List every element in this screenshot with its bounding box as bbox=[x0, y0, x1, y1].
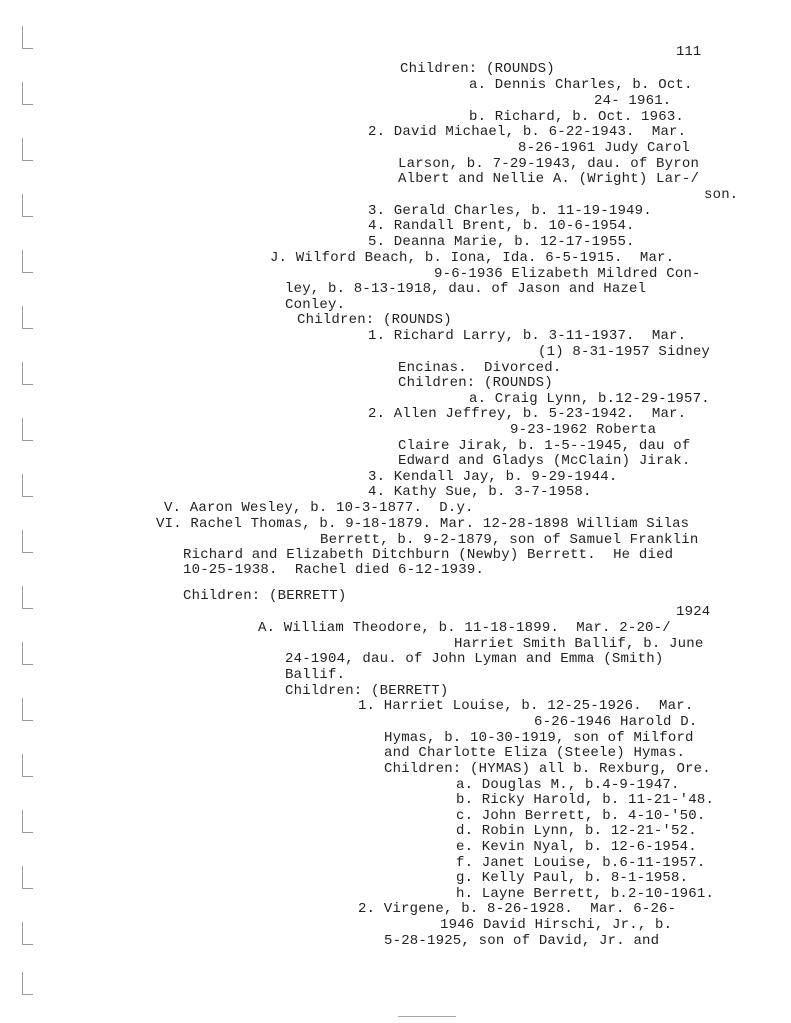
page-number: 111 bbox=[676, 44, 702, 60]
text-line: V. Aaron Wesley, b. 10-3-1877. D.y. bbox=[164, 500, 474, 516]
text-line: Children: (BERRETT) bbox=[183, 588, 347, 604]
margin-mark bbox=[22, 866, 33, 889]
text-line: 5-28-1925, son of David, Jr. and bbox=[384, 933, 660, 949]
text-line: h. Layne Berrett, b.2-10-1961. bbox=[456, 886, 715, 902]
text-line: d. Robin Lynn, b. 12-21-'52. bbox=[456, 823, 697, 839]
text-line: 2. Virgene, b. 8-26-1928. Mar. 6-26- bbox=[358, 901, 677, 917]
text-line: 3. Gerald Charles, b. 11-19-1949. bbox=[368, 203, 652, 219]
margin-mark bbox=[22, 362, 33, 385]
bottom-rule bbox=[398, 1016, 456, 1017]
margin-mark bbox=[22, 138, 33, 161]
text-line: J. Wilford Beach, b. Iona, Ida. 6-5-1915. Mar. bbox=[270, 250, 675, 266]
text-line: a. Dennis Charles, b. Oct. bbox=[469, 77, 693, 93]
text-line: 4. Randall Brent, b. 10-6-1954. bbox=[368, 218, 635, 234]
margin-mark bbox=[22, 194, 33, 217]
margin-mark bbox=[22, 754, 33, 777]
text-line: a. Douglas M., b.4-9-1947. bbox=[456, 777, 680, 793]
margin-mark bbox=[22, 586, 33, 609]
text-line: e. Kevin Nyal, b. 12-6-1954. bbox=[456, 839, 697, 855]
margin-mark bbox=[22, 530, 33, 553]
text-line: VI. Rachel Thomas, b. 9-18-1879. Mar. 12-28-1898 William Silas bbox=[156, 516, 690, 532]
margin-mark bbox=[22, 474, 33, 497]
text-line: Children: (ROUNDS) bbox=[297, 312, 452, 328]
text-line: 9-23-1962 Roberta bbox=[510, 422, 657, 438]
text-line: 9-6-1936 Elizabeth Mildred Con- bbox=[434, 266, 701, 282]
text-line: Richard and Elizabeth Ditchburn (Newby) Berrett. He died bbox=[183, 547, 674, 563]
text-line: 5. Deanna Marie, b. 12-17-1955. bbox=[368, 234, 635, 250]
text-line: Encinas. Divorced. bbox=[398, 360, 562, 376]
margin-mark bbox=[22, 82, 33, 105]
text-line: Children: (HYMAS) all b. Rexburg, Ore. bbox=[384, 761, 711, 777]
margin-mark bbox=[22, 810, 33, 833]
text-line: Children: (ROUNDS) bbox=[398, 375, 553, 391]
text-line: Hymas, b. 10-30-1919, son of Milford bbox=[384, 730, 694, 746]
text-line: f. Janet Louise, b.6-11-1957. bbox=[456, 855, 706, 871]
margin-mark bbox=[22, 26, 33, 49]
text-line: 4. Kathy Sue, b. 3-7-1958. bbox=[368, 484, 592, 500]
text-line: b. Ricky Harold, b. 11-21-'48. bbox=[456, 792, 715, 808]
text-line: 10-25-1938. Rachel died 6-12-1939. bbox=[183, 562, 485, 578]
text-line: and Charlotte Eliza (Steele) Hymas. bbox=[384, 745, 686, 761]
margin-mark bbox=[22, 642, 33, 665]
text-line: 1. Harriet Louise, b. 12-25-1926. Mar. bbox=[358, 698, 694, 714]
margin-mark bbox=[22, 922, 33, 945]
text-line: Children: (ROUNDS) bbox=[400, 61, 555, 77]
text-line: g. Kelly Paul, b. 8-1-1958. bbox=[456, 870, 689, 886]
margin-mark bbox=[22, 698, 33, 721]
text-line: Conley. bbox=[285, 297, 346, 313]
text-line: (1) 8-31-1957 Sidney bbox=[538, 344, 711, 360]
text-line: a. Craig Lynn, b.12-29-1957. bbox=[469, 391, 710, 407]
text-line: b. Richard, b. Oct. 1963. bbox=[469, 109, 685, 125]
text-line: Berrett, b. 9-2-1879, son of Samuel Franklin bbox=[320, 532, 699, 548]
margin-mark bbox=[22, 250, 33, 273]
text-line: A. William Theodore, b. 11-18-1899. Mar. 2-20-/ bbox=[258, 620, 671, 636]
text-line: c. John Berrett, b. 4-10-'50. bbox=[456, 808, 706, 824]
text-line: 1946 David Hirschi, Jr., b. bbox=[440, 917, 673, 933]
text-line: 3. Kendall Jay, b. 9-29-1944. bbox=[368, 469, 618, 485]
text-line: 1. Richard Larry, b. 3-11-1937. Mar. bbox=[368, 328, 687, 344]
text-line: 1924 bbox=[676, 604, 711, 620]
text-line: 2. Allen Jeffrey, b. 5-23-1942. Mar. bbox=[368, 406, 687, 422]
text-line: ley, b. 8-13-1918, dau. of Jason and Hazel bbox=[285, 281, 647, 297]
text-line: Albert and Nellie A. (Wright) Lar-/ bbox=[398, 171, 700, 187]
text-line: Larson, b. 7-29-1943, dau. of Byron bbox=[398, 156, 700, 172]
text-line: 8-26-1961 Judy Carol bbox=[518, 140, 691, 156]
text-line: Children: (BERRETT) bbox=[285, 683, 449, 699]
text-line: 24- 1961. bbox=[594, 93, 672, 109]
margin-mark bbox=[22, 306, 33, 329]
text-line: son. bbox=[704, 187, 739, 203]
text-line: Claire Jirak, b. 1-5--1945, dau of bbox=[398, 438, 691, 454]
text-line: 2. David Michael, b. 6-22-1943. Mar. bbox=[368, 124, 687, 140]
text-line: Edward and Gladys (McClain) Jirak. bbox=[398, 453, 691, 469]
text-line: 6-26-1946 Harold D. bbox=[534, 714, 698, 730]
text-line: Ballif. bbox=[285, 667, 346, 683]
text-line: 24-1904, dau. of John Lyman and Emma (Smith) bbox=[285, 651, 664, 667]
margin-mark bbox=[22, 418, 33, 441]
margin-mark bbox=[22, 972, 33, 995]
text-line: Harriet Smith Ballif, b. June bbox=[454, 636, 704, 652]
